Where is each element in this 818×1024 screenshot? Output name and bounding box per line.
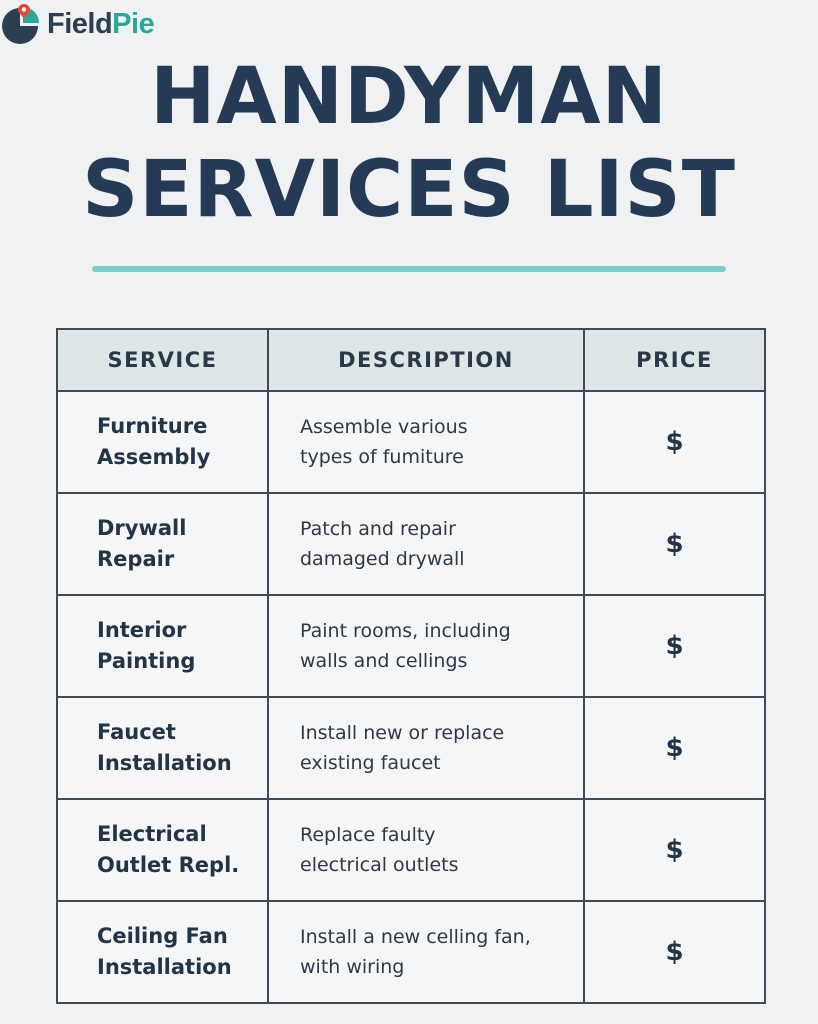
table-row <box>57 391 765 493</box>
description-cell <box>268 391 584 493</box>
description-cell <box>268 901 584 1003</box>
logo-text-field: Field <box>47 7 113 40</box>
description-cell <box>268 799 584 901</box>
service-cell <box>57 391 268 493</box>
price-cell: $ <box>584 901 765 1003</box>
page-title-line-2: SERVICES LIST <box>82 145 736 235</box>
table-header-row <box>57 329 765 391</box>
price-cell: $ <box>584 697 765 799</box>
service-name: Ceiling Fan Installation <box>97 924 232 979</box>
service-cell <box>57 799 268 901</box>
price-cell: $ <box>584 799 765 901</box>
service-cell <box>57 697 268 799</box>
price-cell: $ <box>584 391 765 493</box>
service-name: Interior Painting <box>97 618 196 673</box>
fieldpie-logo-icon <box>0 2 44 46</box>
service-description: Install new or replace existing faucet <box>300 722 505 774</box>
title-divider <box>92 266 726 272</box>
service-description: Install a new celling fan, with wiring <box>300 926 531 978</box>
column-header-service: SERVICE <box>57 329 268 391</box>
logo-wordmark <box>47 7 155 40</box>
table-row <box>57 799 765 901</box>
table-row <box>57 697 765 799</box>
fieldpie-logo <box>0 2 154 46</box>
table-row <box>57 493 765 595</box>
service-cell <box>57 595 268 697</box>
service-description: Paint rooms, including walls and cellings <box>300 620 511 672</box>
description-cell <box>268 595 584 697</box>
service-description: Assemble various types of fumiture <box>300 416 468 468</box>
service-name: Electrical Outlet Repl. <box>97 822 240 877</box>
service-cell <box>57 901 268 1003</box>
price-cell: $ <box>584 493 765 595</box>
column-header-price: PRICE <box>584 329 765 391</box>
table-row <box>57 901 765 1003</box>
page-title-line-1: HANDYMAN <box>150 52 668 142</box>
column-header-description: DESCRIPTION <box>268 329 584 391</box>
service-name: Drywall Repair <box>97 516 187 571</box>
service-description: Replace faulty electrical outlets <box>300 824 459 876</box>
description-cell <box>268 697 584 799</box>
service-name: Faucet Installation <box>97 720 232 775</box>
service-name: Furniture Assembly <box>97 414 211 469</box>
service-cell <box>57 493 268 595</box>
description-cell <box>268 493 584 595</box>
table-row <box>57 595 765 697</box>
service-description: Patch and repair damaged drywall <box>300 518 465 570</box>
price-cell: $ <box>584 595 765 697</box>
services-table <box>56 328 766 1004</box>
logo-text-pie: Pie <box>112 7 155 40</box>
